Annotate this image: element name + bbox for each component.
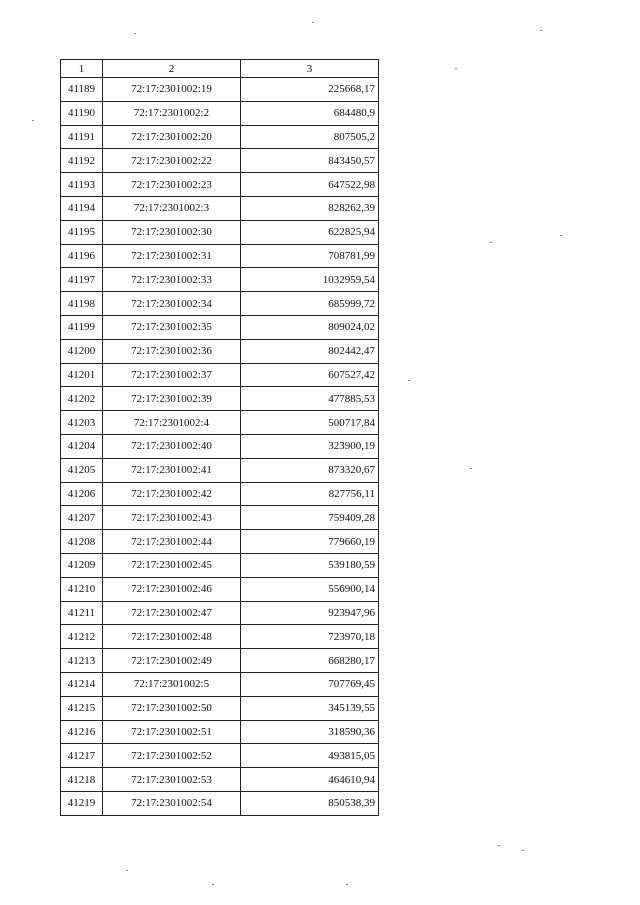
scan-speck — [346, 884, 348, 885]
row-number-cell: 41219 — [61, 791, 103, 815]
value-cell: 607527,42 — [241, 363, 379, 387]
scan-speck — [498, 845, 500, 846]
cadastral-number-cell: 72:17:2301002:49 — [103, 649, 241, 673]
table-row — [61, 339, 379, 363]
scan-speck — [212, 884, 214, 885]
value-cell: 464610,94 — [241, 768, 379, 792]
table-row — [61, 196, 379, 220]
value-cell: 779660,19 — [241, 530, 379, 554]
cadastral-value-table — [60, 59, 379, 816]
cadastral-number-cell: 72:17:2301002:43 — [103, 506, 241, 530]
table-row — [61, 577, 379, 601]
table-row — [61, 125, 379, 149]
row-number-cell: 41206 — [61, 482, 103, 506]
value-cell: 923947,96 — [241, 601, 379, 625]
scan-speck — [126, 870, 128, 871]
table-row — [61, 506, 379, 530]
row-number-cell: 41191 — [61, 125, 103, 149]
table-body — [61, 78, 379, 816]
value-cell: 809024,02 — [241, 315, 379, 339]
row-number-cell: 41215 — [61, 696, 103, 720]
cadastral-number-cell: 72:17:2301002:19 — [103, 78, 241, 102]
row-number-cell: 41212 — [61, 625, 103, 649]
row-number-cell: 41189 — [61, 78, 103, 102]
table-row — [61, 363, 379, 387]
cadastral-number-cell: 72:17:2301002:23 — [103, 173, 241, 197]
table-row — [61, 672, 379, 696]
cadastral-number-cell: 72:17:2301002:37 — [103, 363, 241, 387]
scan-speck — [560, 235, 562, 236]
value-cell: 707769,45 — [241, 672, 379, 696]
scan-speck — [32, 120, 34, 121]
row-number-cell: 41207 — [61, 506, 103, 530]
value-cell: 827756,11 — [241, 482, 379, 506]
row-number-cell: 41203 — [61, 411, 103, 435]
cadastral-number-cell: 72:17:2301002:4 — [103, 411, 241, 435]
table-row — [61, 553, 379, 577]
value-cell: 318590,36 — [241, 720, 379, 744]
cadastral-number-cell: 72:17:2301002:48 — [103, 625, 241, 649]
cadastral-number-cell: 72:17:2301002:42 — [103, 482, 241, 506]
column-header-cadastral-number: 2 — [103, 60, 241, 78]
value-cell: 873320,67 — [241, 458, 379, 482]
table-row — [61, 768, 379, 792]
row-number-cell: 41197 — [61, 268, 103, 292]
cadastral-number-cell: 72:17:2301002:47 — [103, 601, 241, 625]
cadastral-number-cell: 72:17:2301002:33 — [103, 268, 241, 292]
table-row — [61, 649, 379, 673]
row-number-cell: 41200 — [61, 339, 103, 363]
table-row — [61, 411, 379, 435]
column-header-number: 1 — [61, 60, 103, 78]
cadastral-number-cell: 72:17:2301002:34 — [103, 292, 241, 316]
table-row — [61, 101, 379, 125]
table-row — [61, 173, 379, 197]
row-number-cell: 41198 — [61, 292, 103, 316]
cadastral-number-cell: 72:17:2301002:22 — [103, 149, 241, 173]
row-number-cell: 41195 — [61, 220, 103, 244]
table-row — [61, 720, 379, 744]
row-number-cell: 41208 — [61, 530, 103, 554]
scan-speck — [522, 850, 524, 851]
table-row — [61, 696, 379, 720]
value-cell: 477885,53 — [241, 387, 379, 411]
value-cell: 850538,39 — [241, 791, 379, 815]
cadastral-number-cell: 72:17:2301002:54 — [103, 791, 241, 815]
value-cell: 843450,57 — [241, 149, 379, 173]
row-number-cell: 41204 — [61, 434, 103, 458]
row-number-cell: 41196 — [61, 244, 103, 268]
row-number-cell: 41193 — [61, 173, 103, 197]
table-row — [61, 530, 379, 554]
row-number-cell: 41213 — [61, 649, 103, 673]
table-row — [61, 458, 379, 482]
table-row — [61, 78, 379, 102]
row-number-cell: 41192 — [61, 149, 103, 173]
cadastral-number-cell: 72:17:2301002:41 — [103, 458, 241, 482]
cadastral-number-cell: 72:17:2301002:44 — [103, 530, 241, 554]
table-row — [61, 268, 379, 292]
cadastral-number-cell: 72:17:2301002:46 — [103, 577, 241, 601]
row-number-cell: 41211 — [61, 601, 103, 625]
value-cell: 323900,19 — [241, 434, 379, 458]
table-row — [61, 625, 379, 649]
cadastral-number-cell: 72:17:2301002:36 — [103, 339, 241, 363]
row-number-cell: 41199 — [61, 315, 103, 339]
table-row — [61, 220, 379, 244]
value-cell: 345139,55 — [241, 696, 379, 720]
value-cell: 708781,99 — [241, 244, 379, 268]
cadastral-number-cell: 72:17:2301002:53 — [103, 768, 241, 792]
value-cell: 759409,28 — [241, 506, 379, 530]
table-row — [61, 387, 379, 411]
scan-speck — [455, 68, 457, 69]
cadastral-number-cell: 72:17:2301002:30 — [103, 220, 241, 244]
row-number-cell: 41209 — [61, 553, 103, 577]
row-number-cell: 41205 — [61, 458, 103, 482]
table-header-row — [61, 60, 379, 78]
cadastral-number-cell: 72:17:2301002:51 — [103, 720, 241, 744]
table-row — [61, 601, 379, 625]
table-row — [61, 744, 379, 768]
value-cell: 668280,17 — [241, 649, 379, 673]
cadastral-number-cell: 72:17:2301002:40 — [103, 434, 241, 458]
row-number-cell: 41202 — [61, 387, 103, 411]
table-row — [61, 791, 379, 815]
row-number-cell: 41216 — [61, 720, 103, 744]
value-cell: 828262,39 — [241, 196, 379, 220]
cadastral-number-cell: 72:17:2301002:50 — [103, 696, 241, 720]
cadastral-number-cell: 72:17:2301002:20 — [103, 125, 241, 149]
scan-speck — [540, 30, 542, 31]
value-cell: 723970,18 — [241, 625, 379, 649]
table-row — [61, 149, 379, 173]
column-header-value: 3 — [241, 60, 379, 78]
cadastral-number-cell: 72:17:2301002:3 — [103, 196, 241, 220]
row-number-cell: 41218 — [61, 768, 103, 792]
cadastral-number-cell: 72:17:2301002:35 — [103, 315, 241, 339]
value-cell: 622825,94 — [241, 220, 379, 244]
value-cell: 684480,9 — [241, 101, 379, 125]
value-cell: 493815,05 — [241, 744, 379, 768]
table-row — [61, 434, 379, 458]
value-cell: 556900,14 — [241, 577, 379, 601]
table-row — [61, 315, 379, 339]
row-number-cell: 41201 — [61, 363, 103, 387]
value-cell: 647522,98 — [241, 173, 379, 197]
scan-speck — [312, 22, 314, 23]
row-number-cell: 41217 — [61, 744, 103, 768]
row-number-cell: 41210 — [61, 577, 103, 601]
value-cell: 1032959,54 — [241, 268, 379, 292]
table-row — [61, 292, 379, 316]
value-cell: 539180,59 — [241, 553, 379, 577]
cadastral-number-cell: 72:17:2301002:31 — [103, 244, 241, 268]
row-number-cell: 41190 — [61, 101, 103, 125]
cadastral-number-cell: 72:17:2301002:5 — [103, 672, 241, 696]
value-cell: 807505,2 — [241, 125, 379, 149]
row-number-cell: 41194 — [61, 196, 103, 220]
cadastral-number-cell: 72:17:2301002:52 — [103, 744, 241, 768]
value-cell: 225668,17 — [241, 78, 379, 102]
table-row — [61, 244, 379, 268]
scan-speck — [134, 33, 136, 34]
scan-speck — [490, 242, 492, 243]
table-row — [61, 482, 379, 506]
cadastral-number-cell: 72:17:2301002:39 — [103, 387, 241, 411]
value-cell: 802442,47 — [241, 339, 379, 363]
scan-speck — [470, 468, 472, 469]
value-cell: 500717,84 — [241, 411, 379, 435]
cadastral-number-cell: 72:17:2301002:45 — [103, 553, 241, 577]
cadastral-number-cell: 72:17:2301002:2 — [103, 101, 241, 125]
value-cell: 685999,72 — [241, 292, 379, 316]
row-number-cell: 41214 — [61, 672, 103, 696]
scan-speck — [408, 380, 410, 381]
